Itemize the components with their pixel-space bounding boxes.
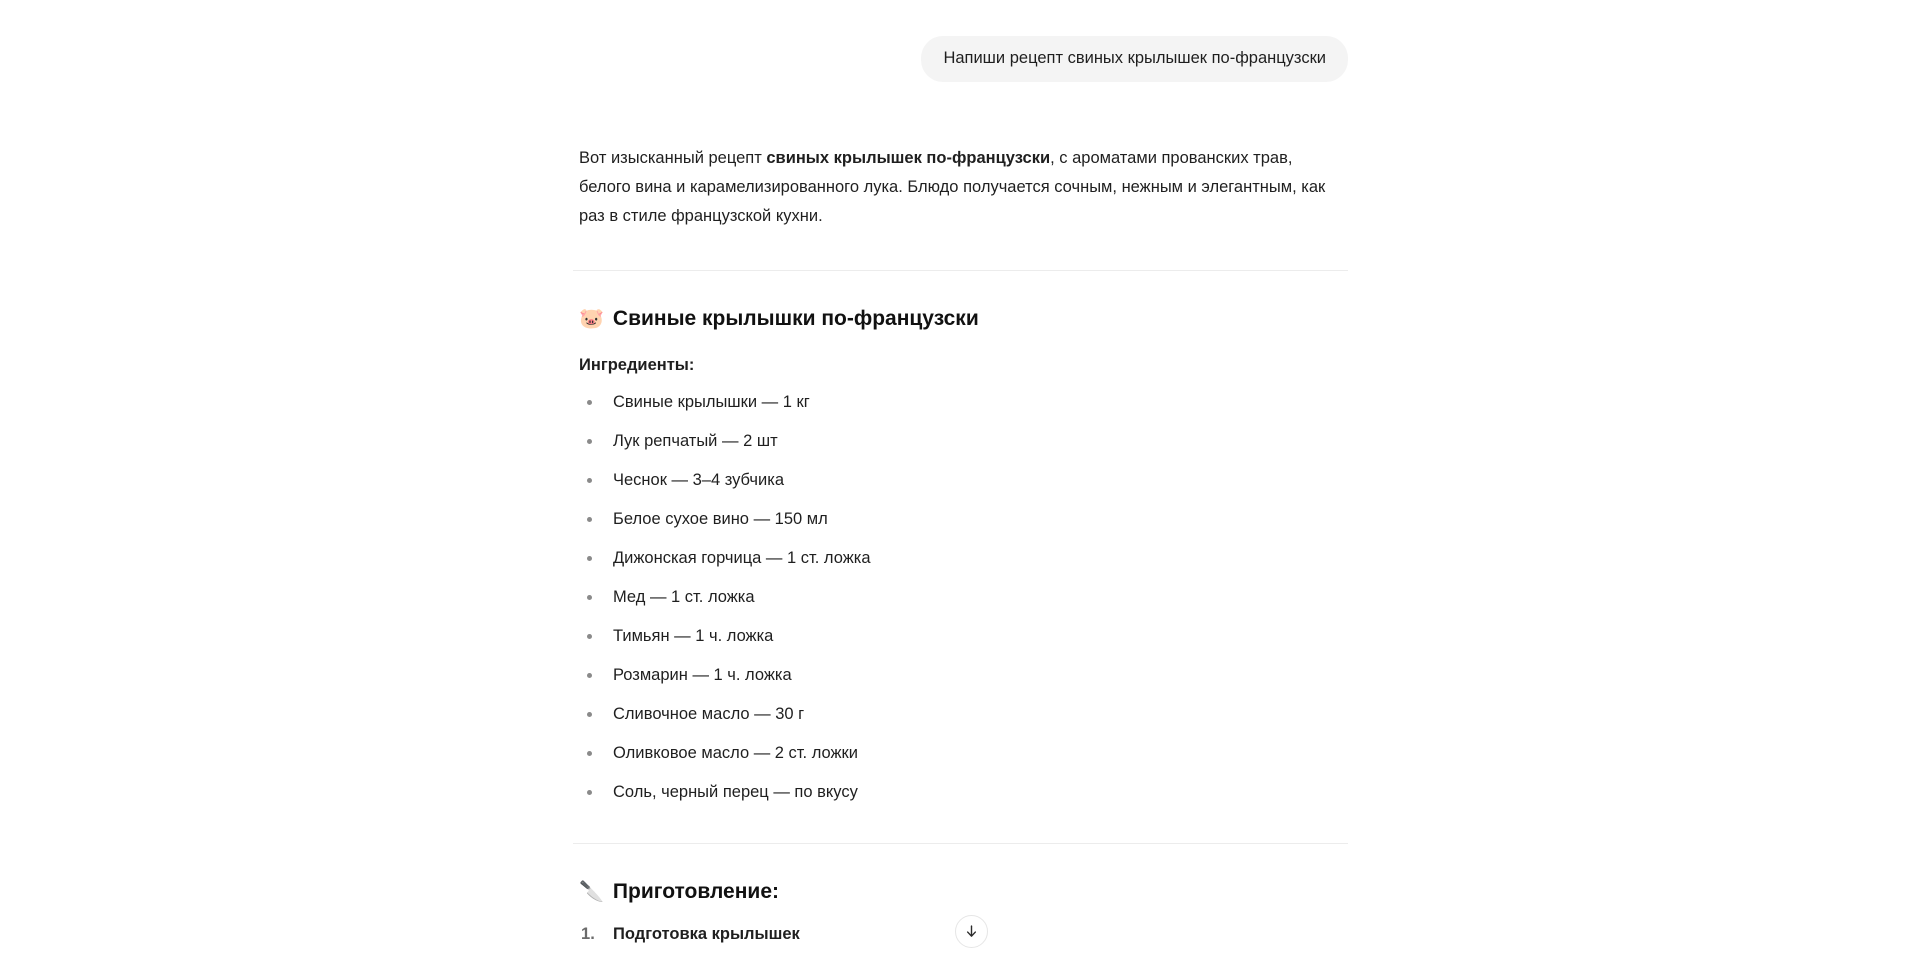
kitchen-knife-icon: 🔪 xyxy=(579,881,604,903)
assistant-message xyxy=(573,82,1348,946)
arrow-down-icon xyxy=(964,924,979,939)
list-item: Белое сухое вино — 150 мл xyxy=(573,507,1348,531)
intro-text-after-bold: , с ароматами прованских трав, белого вина и карамелизированного лука. Блюдо получается сочным, нежным и элегантным, как раз в стиле французской кухни. xyxy=(579,149,1326,225)
intro-text-before-bold: Вот изысканный рецепт xyxy=(579,149,767,167)
list-item: Подготовка крылышек xyxy=(613,925,800,943)
pig-face-icon: 🐷 xyxy=(579,308,604,330)
chat-message-column xyxy=(573,0,1348,946)
section-divider-bottom xyxy=(573,843,1348,844)
list-item: Розмарин — 1 ч. ложка xyxy=(573,663,1348,687)
list-item: Сливочное масло — 30 г xyxy=(573,702,1348,726)
list-item: Чеснок — 3–4 зубчика xyxy=(573,468,1348,492)
intro-bold-phrase: свиных крылышек по-французски xyxy=(766,149,1051,167)
list-item: Лук репчатый — 2 шт xyxy=(573,429,1348,453)
list-item: Мед — 1 ст. ложка xyxy=(573,585,1348,609)
recipe-title-text: Свиные крылышки по-французски xyxy=(612,307,979,330)
preparation-title xyxy=(573,878,1348,906)
scroll-to-bottom-button[interactable] xyxy=(955,915,988,948)
preparation-title-text: Приготовление: xyxy=(612,880,779,903)
list-item: Оливковое масло — 2 ст. ложки xyxy=(573,741,1348,765)
user-message-bubble[interactable]: Напиши рецепт свиных крылышек по-французски xyxy=(921,36,1348,82)
user-message-row xyxy=(573,0,1348,82)
recipe-title xyxy=(573,305,1348,333)
ingredients-list xyxy=(573,390,1348,804)
section-divider-top xyxy=(573,270,1348,271)
intro-paragraph xyxy=(573,144,1348,231)
list-item: Тимьян — 1 ч. ложка xyxy=(573,624,1348,648)
list-item: Свиные крылышки — 1 кг xyxy=(573,390,1348,414)
ingredients-heading: Ингредиенты: xyxy=(579,356,695,374)
list-item: Соль, черный перец — по вкусу xyxy=(573,780,1348,804)
list-item: Дижонская горчица — 1 ст. ложка xyxy=(573,546,1348,570)
